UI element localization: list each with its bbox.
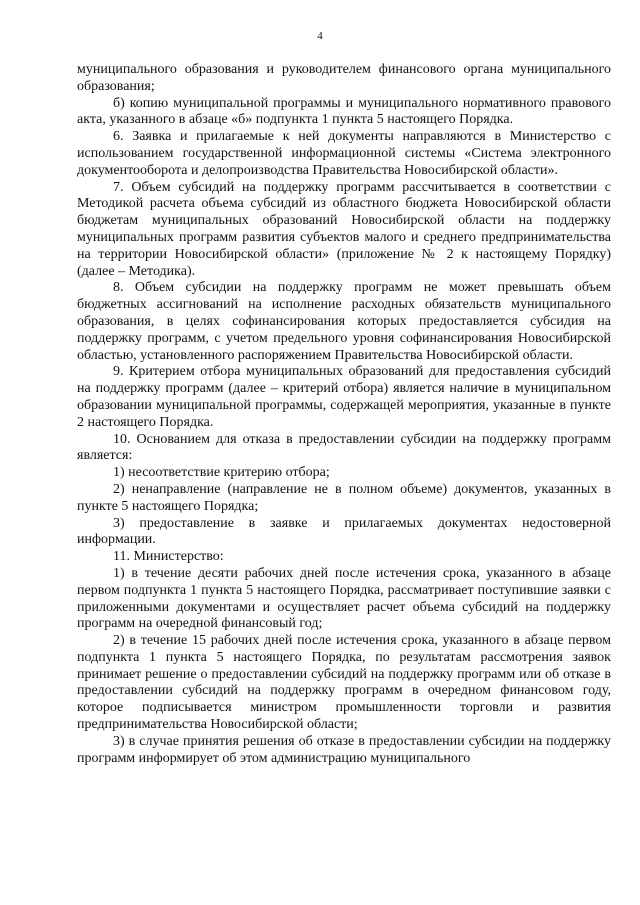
- paragraph-11-item-2: 2) в течение 15 рабочих дней после истечения срока, указанного в абзаце первом подпункта 1 пункта 5 настоящего Порядка, по результатам рассмотрения заявок принимает решение о предоставлении субсидий на поддержку программ или об отказе в предоставлении субсидий на поддержку программ в очередном финансовом году, которое подписывается министром промышленности торговли и развития предпринимательства Новосибирской области;: [77, 633, 611, 733]
- paragraph-9: 9. Критерием отбора муниципальных образований для предоставления субсидий на поддержку программ (далее – критерий отбора) является наличие в муниципальном образовании муниципальной программы, содержащей мероприятия, указанные в пункте 2 настоящего Порядка.: [77, 364, 611, 430]
- paragraph-item-b: б) копию муниципальной программы и муниципального нормативного правового акта, указанного в абзаце «б» подпункта 1 пункта 5 настоящего Порядка.: [77, 95, 611, 128]
- paragraph-7: 7. Объем субсидий на поддержку программ рассчитывается в соответствии с Методикой расчета объема субсидий из областного бюджета Новосибирской области бюджетам муниципальных образований Новосибирской области на поддержку муниципальных программ развития субъектов малого и среднего предпринимательства на территории Новосибирской области» (приложение № 2 к настоящему Порядку) (далее – Методика).: [77, 179, 611, 279]
- paragraph-10-item-2: 2) ненаправление (направление не в полном объеме) документов, указанных в пункте 5 настоящего Порядка;: [77, 481, 611, 514]
- paragraph-11-item-3: 3) в случае принятия решения об отказе в предоставлении субсидии на поддержку программ информирует об этом администрацию муниципального: [77, 733, 611, 766]
- paragraph-10: 10. Основанием для отказа в предоставлении субсидии на поддержку программ является:: [77, 431, 611, 464]
- document-body: [77, 62, 611, 767]
- paragraph-11-item-1: 1) в течение десяти рабочих дней после истечения срока, указанного в абзаце первом подпункта 1 пункта 5 настоящего Порядка, рассматривает поступившие заявки с приложенными документами и осуществляет расчет объема субсидий на поддержку программ на очередной финансовый год;: [77, 565, 611, 632]
- paragraph-10-item-1: 1) несоответствие критерию отбора;: [113, 465, 330, 481]
- paragraph-continuation: муниципального образования и руководителем финансового органа муниципального образования;: [77, 62, 611, 94]
- paragraph-6: 6. Заявка и прилагаемые к ней документы направляются в Министерство с использованием государственной информационной системы «Система электронного документооборота и делопроизводства Правительства Новосибирской области».: [77, 129, 611, 178]
- paragraph-10-item-3: 3) предоставление в заявке и прилагаемых документах недостоверной информации.: [77, 515, 611, 548]
- paragraph-11: 11. Министерство:: [113, 549, 224, 565]
- page-number: 4: [317, 30, 323, 42]
- paragraph-8: 8. Объем субсидии на поддержку программ не может превышать объем бюджетных ассигнований на исполнение расходных обязательств муниципального образования, в целях софинансирования которых предоставляется субсидия на поддержку программ, с учетом предельного уровня софинансирования Новосибирской областью, установленного распоряжением Правительства Новосибирской области.: [77, 280, 611, 363]
